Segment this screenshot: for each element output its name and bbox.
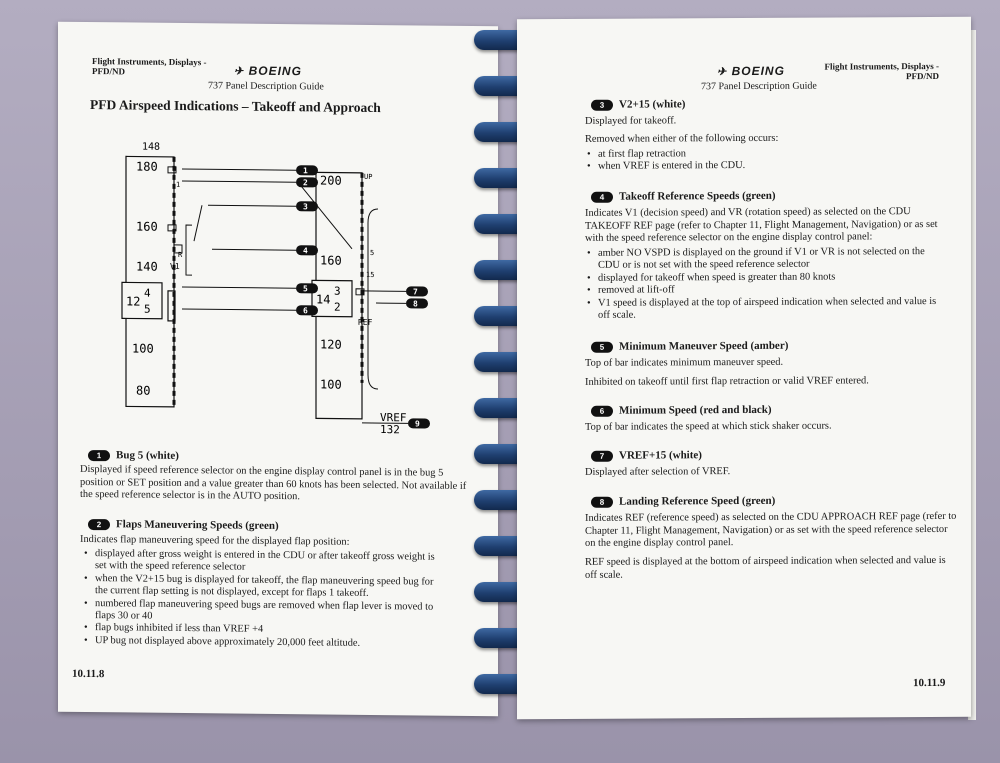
right-section-3-title — [591, 98, 685, 110]
section-3-bullet: • when VREF is entered in the CDU. — [587, 159, 947, 173]
left-bug-r: R — [178, 250, 183, 259]
section-4-text: Indicates V1 (decision speed) and VR (rotation speed) as selected on the CDU TAKEOFF REF page (refer to Chapter 11, Flight Management, Navigation) or as set with the speed reference selector on the engine display control panel: — [585, 206, 938, 245]
section-7-badge: 7 — [591, 450, 613, 461]
left-boeing-logo — [234, 64, 302, 79]
section-5-text: Top of bar indicates minimum maneuver speed. — [585, 356, 784, 369]
section-3-badge: 3 — [591, 99, 613, 110]
right-speed-120: 120 — [320, 337, 342, 352]
callout-6: 6 — [303, 306, 308, 316]
right-logo-text: BOEING — [731, 63, 785, 79]
section-2-bullet: • flap bugs inhibited if less than VREF +4 — [84, 622, 444, 638]
right-speed-100: 100 — [320, 377, 342, 392]
left-speed-80: 80 — [136, 383, 151, 398]
section-1-text: Displayed if speed reference selector on the engine display control panel is in the bug 5 position or SET position and a value greater than 60 knots has been selected. Not available if the speed reference selector is in the AUTO position. — [80, 463, 467, 503]
left-guide-title: 737 Panel Description Guide — [208, 80, 324, 93]
left-speed-140: 140 — [136, 259, 158, 274]
section-6-title-text: Minimum Speed (red and black) — [619, 403, 772, 417]
airspeed-diagram — [120, 140, 452, 443]
left-logo-text: BOEING — [248, 63, 302, 79]
section-3-text: Displayed for takeoff. — [585, 115, 677, 127]
right-page-number: 10.11.9 — [913, 676, 946, 690]
left-speed-180: 180 — [136, 159, 158, 174]
right-flap-15: 15 — [366, 270, 375, 280]
callout-4: 4 — [303, 246, 308, 256]
left-page-number: 10.11.8 — [72, 667, 105, 681]
section-3-title-text: V2+15 (white) — [619, 98, 686, 111]
section-8-text: Indicates REF (reference speed) as selected on the CDU APPROACH REF page (refer to Chapter 11, Flight Management, Navigation) or as set with the speed reference selector on the engine display control panel. — [585, 510, 957, 550]
section-5-title-text: Minimum Maneuver Speed (amber) — [619, 339, 789, 353]
right-section-7-title — [591, 449, 702, 462]
callout-7: 7 — [413, 287, 418, 297]
right-vref-label: VREF — [380, 411, 407, 425]
right-speed-tape — [312, 172, 406, 436]
left-speed-160: 160 — [136, 219, 158, 234]
section-2-badge: 2 — [88, 519, 110, 530]
right-ref-label: REF — [358, 317, 373, 327]
right-guide-title: 737 Panel Description Guide — [701, 80, 817, 93]
section-4-badge: 4 — [591, 191, 613, 202]
section-4-bullet: • displayed for takeoff when speed is greater than 80 knots — [587, 271, 949, 285]
callout-leaders — [182, 169, 408, 423]
section-4-bullet: • amber NO VSPD is displayed on the ground if V1 or VR is not selected on the CDU or is not set with the speed reference selector — [587, 246, 949, 273]
section-7-text: Displayed after selection of VREF. — [585, 466, 731, 478]
section-8-text2: REF speed is displayed at the bottom of airspeed indication when selected and value is off scale. — [585, 554, 946, 581]
section-4-title-text: Takeoff Reference Speeds (green) — [619, 189, 776, 203]
section-2-bullets — [84, 548, 444, 651]
left-header-section: Flight Instruments, Displays - PFD/ND — [92, 56, 207, 77]
left-section-2-title — [88, 518, 279, 532]
callout-2: 2 — [303, 178, 308, 188]
left-bug-1: 1 — [176, 180, 181, 189]
left-speed-tape — [122, 141, 192, 407]
left-speed-100: 100 — [132, 341, 154, 356]
right-up-label: UP — [364, 172, 373, 181]
section-2-bullet: • numbered flap maneuvering speed bugs are removed when flap lever is moved to flaps 30 or 40 — [84, 598, 444, 627]
right-speed-160: 160 — [320, 253, 342, 268]
left-section-1-title — [88, 449, 179, 462]
section-8-title-text: Landing Reference Speed (green) — [619, 494, 776, 508]
callout-9: 9 — [415, 419, 420, 429]
right-boeing-logo — [717, 64, 785, 78]
left-readout-units: 5 — [144, 302, 151, 316]
callout-8: 8 — [413, 299, 418, 309]
section-2-bullet: • displayed after gross weight is entered in the CDU or after takeoff gross weight is set with the speed reference selector — [84, 548, 444, 577]
callout-5: 5 — [303, 284, 308, 294]
callout-1: 1 — [303, 166, 308, 176]
section-4-bullets — [587, 246, 949, 322]
left-page-title: PFD Airspeed Indications – Takeoff and Approach — [90, 97, 381, 116]
boeing-logo-icon: ✈ — [717, 66, 728, 79]
section-8-badge: 8 — [591, 496, 613, 507]
section-5-text2: Inhibited on takeoff until first flap retraction or valid VREF entered. — [585, 375, 869, 388]
section-2-bullet: • when the V2+15 bug is displayed for takeoff, the flap maneuvering speed bug for the current flap setting is not displayed, except for flaps 1 takeoff. — [84, 573, 444, 602]
right-flap-5: 5 — [370, 248, 375, 258]
right-section-4-title — [591, 190, 776, 203]
section-6-text: Top of bar indicates the speed at which stick shaker occurs. — [585, 420, 832, 433]
left-readout-hundreds: 12 — [126, 294, 141, 309]
right-section-6-title — [591, 404, 772, 417]
right-section-8-title — [591, 495, 775, 508]
section-3-bullets — [587, 147, 947, 174]
section-2-title-text: Flaps Maneuvering Speeds (green) — [116, 518, 279, 533]
section-2-text: Indicates flap maneuvering speed for the displayed flap position: — [80, 533, 350, 548]
right-readout-units: 2 — [334, 300, 341, 314]
section-3-bullet: • at first flap retraction — [587, 147, 947, 161]
right-readout-hundreds: 14 — [316, 292, 331, 307]
section-5-badge: 5 — [591, 341, 613, 352]
right-speed-200: 200 — [320, 173, 342, 188]
left-bug-v1: V1 — [170, 261, 180, 271]
boeing-logo-icon: ✈ — [234, 65, 245, 78]
section-6-badge: 6 — [591, 405, 613, 416]
section-1-title-text: Bug 5 (white) — [116, 449, 179, 462]
right-vref-value: 132 — [380, 423, 400, 437]
section-7-title-text: VREF+15 (white) — [619, 449, 702, 462]
left-readout-tens: 4 — [144, 286, 151, 300]
callout-3: 3 — [303, 202, 308, 212]
section-1-badge: 1 — [88, 450, 110, 461]
right-header-section: Flight Instruments, Displays - PFD/ND — [824, 60, 939, 82]
right-section-5-title — [591, 340, 788, 353]
right-readout-tens: 3 — [334, 284, 341, 298]
section-4-bullet: • V1 speed is displayed at the top of airspeed indication when selected and value is off scale. — [587, 296, 949, 323]
section-4-bullet: • removed at lift-off — [587, 283, 949, 297]
section-3-text2: Removed when either of the following occurs: — [585, 132, 779, 145]
left-tape-top-value: 148 — [142, 141, 161, 153]
right-page — [517, 17, 971, 719]
left-page — [58, 22, 498, 717]
section-2-bullet: • UP bug not displayed above approximately 20,000 feet altitude. — [84, 635, 444, 651]
